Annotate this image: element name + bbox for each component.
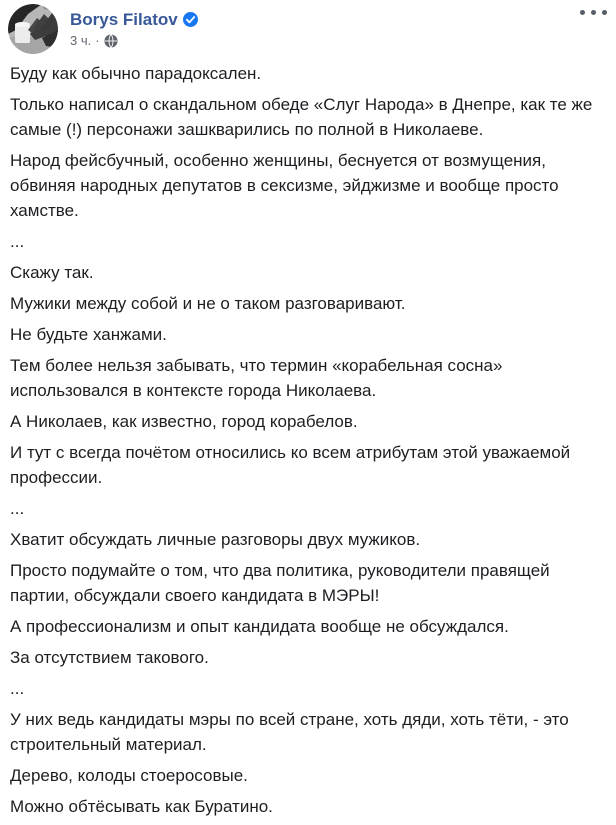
post-paragraph: ...	[10, 679, 25, 698]
post-paragraph: Можно обтёсывать как Буратино.	[10, 797, 273, 816]
post-paragraph: Мужики между собой и не о таком разговаривают.	[10, 294, 406, 313]
post-paragraph: ...	[10, 499, 25, 518]
timestamp[interactable]: 3 ч.	[70, 33, 92, 48]
post-paragraph: Дерево, колоды стоеросовые.	[10, 766, 248, 785]
verified-badge-icon	[183, 12, 198, 27]
post-paragraph: У них ведь кандидаты мэры по всей стране, хоть дяди, хоть тёти, - это строительный материал.	[10, 710, 574, 754]
post-paragraph: Буду как обычно парадоксален.	[10, 64, 262, 83]
globe-public-icon	[104, 34, 118, 48]
avatar-photo	[8, 4, 58, 54]
post-paragraph: ...	[10, 232, 25, 251]
post-paragraph: Тем более нельзя забывать, что термин «корабельная сосна» использовался в контексте города Николаева.	[10, 356, 508, 400]
post-header	[0, 0, 616, 54]
post-paragraph: Просто подумайте о том, что два политика, руководители правящей партии, обсуждали своего кандидата в МЭРЫ!	[10, 561, 555, 605]
post-paragraph: А Николаев, как известно, город корабелов.	[10, 412, 358, 431]
meta-separator: ·	[95, 33, 100, 48]
post-paragraph: Хватит обсуждать личные разговоры двух мужиков.	[10, 530, 421, 549]
post-paragraph: За отсутствием такового.	[10, 648, 209, 667]
author-name[interactable]: Borys Filatov	[70, 10, 178, 29]
post-paragraph: Народ фейсбучный, особенно женщины, беснуется от возмущения, обвиняя народных депутатов в сексизме, эйджизме и вообще просто хамстве.	[10, 151, 564, 220]
dot-icon	[591, 10, 596, 15]
dot-icon	[580, 10, 585, 15]
post-paragraph: А профессионализм и опыт кандидата вообще не обсуждался.	[10, 617, 509, 636]
post-paragraph: Не будьте ханжами.	[10, 325, 167, 344]
post-paragraph: Скажу так.	[10, 263, 94, 282]
dot-icon	[602, 10, 607, 15]
post-meta	[70, 33, 198, 48]
post-paragraph: И тут с всегда почётом относились ко всем атрибутам этой уважаемой профессии.	[10, 443, 575, 487]
post-paragraph: Только написал о скандальном обеде «Слуг Народа» в Днепре, как те же самые (!) персонажи зашкварились по полной в Николаеве.	[10, 95, 598, 139]
avatar[interactable]	[8, 4, 58, 54]
post-text	[0, 54, 616, 819]
post-options-button[interactable]	[580, 6, 607, 19]
post-header-text	[70, 4, 198, 48]
